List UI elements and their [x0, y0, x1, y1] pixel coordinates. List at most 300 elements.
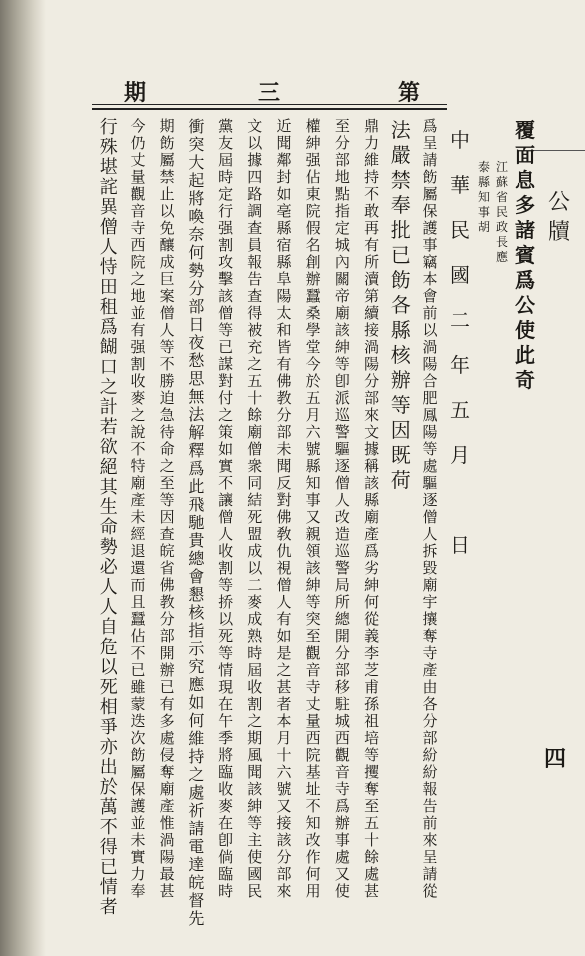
text-char: 皆: [276, 338, 292, 356]
text-char: 總: [334, 610, 350, 628]
text-char: 產: [422, 661, 438, 679]
text-char: 之: [276, 661, 292, 679]
text-char: 核: [390, 343, 411, 367]
text-char: 仇: [276, 542, 292, 560]
text-char: 麥: [130, 389, 146, 407]
text-char: 等: [218, 644, 234, 662]
text-char: 麥: [247, 593, 263, 611]
text-char: 爲: [188, 459, 205, 478]
text-char: 址: [305, 780, 321, 798]
binding-gutter-shadow: [0, 0, 46, 956]
text-char: 分: [276, 848, 292, 866]
text-char: 息: [515, 168, 535, 192]
text-char: 分: [188, 279, 205, 298]
text-char: 權: [305, 117, 321, 135]
text-char: 其: [99, 477, 118, 498]
text-char: 以: [99, 657, 118, 678]
text-char: 電: [188, 837, 205, 856]
text-char: 寺: [305, 678, 321, 696]
text-char: 院: [130, 253, 146, 271]
text-char: 不: [364, 185, 380, 203]
text-char: 同: [247, 474, 263, 492]
text-char: 示: [188, 639, 205, 658]
text-char: 經: [130, 525, 146, 543]
text-char: 定: [334, 219, 350, 237]
text-char: 丈: [305, 695, 321, 713]
text-char: 接: [364, 321, 380, 339]
text-char: 有: [159, 695, 175, 713]
text-char: 得: [99, 837, 118, 858]
text-char: 以: [247, 134, 263, 152]
text-char: 紳: [247, 797, 263, 815]
text-char: 日: [188, 315, 205, 334]
text-char: 城: [334, 236, 350, 254]
text-char: 十: [247, 389, 263, 407]
text-char: 江: [495, 160, 508, 174]
text-char: 辦: [305, 270, 321, 288]
text-char: 對: [218, 372, 234, 390]
text-char: 突: [305, 610, 321, 628]
text-char: 巡: [334, 542, 350, 560]
text-char: 胡: [477, 220, 490, 234]
text-char: 期: [159, 117, 175, 135]
text-char: 稱: [364, 457, 380, 475]
text-char: 此: [188, 477, 205, 496]
text-char: 瀆: [364, 270, 380, 288]
text-char: 音: [305, 661, 321, 679]
text-char: 喚: [188, 207, 205, 226]
text-char: 等: [364, 746, 380, 764]
text-char: 僧: [218, 304, 234, 322]
issue-label-qi: [124, 76, 146, 107]
text-char: 實: [218, 457, 234, 475]
text-char: 拆: [422, 542, 438, 560]
text-char: 駐: [334, 695, 350, 713]
text-char: 告: [422, 797, 438, 815]
text-char: 已: [218, 338, 234, 356]
text-char: 强: [130, 338, 146, 356]
text-char: 力: [364, 134, 380, 152]
text-char: 人: [422, 525, 438, 543]
text-char: 懇: [188, 585, 205, 604]
text-char: 命: [99, 517, 118, 538]
text-char: 在: [218, 695, 234, 713]
text-char: 聞: [276, 134, 292, 152]
text-char: 督: [188, 891, 205, 910]
text-char: 人: [276, 593, 292, 611]
text-char: 甚: [364, 882, 380, 900]
text-char: 作: [305, 848, 321, 866]
text-char: 量: [305, 712, 321, 730]
text-char: 之: [247, 355, 263, 373]
text-char: 呈: [422, 848, 438, 866]
text-char: 計: [99, 397, 118, 418]
text-char: 分: [334, 134, 350, 152]
text-char: 處: [422, 457, 438, 475]
text-char: 護: [422, 219, 438, 237]
text-char: 陽: [276, 287, 292, 305]
text-char: 愁: [188, 351, 205, 370]
text-char: 案: [159, 287, 175, 305]
text-char: 觀: [130, 185, 146, 203]
text-char: 割: [218, 559, 234, 577]
text-char: 警: [334, 423, 350, 441]
text-char: 等: [159, 491, 175, 509]
text-char: 讓: [218, 491, 234, 509]
text-char: 甚: [159, 882, 175, 900]
text-char: 文: [364, 423, 380, 441]
body-column: [243, 118, 267, 900]
text-char: 者: [99, 897, 118, 918]
text-char: 城: [334, 712, 350, 730]
text-char: 割: [218, 236, 234, 254]
text-char: 來: [276, 882, 292, 900]
text-char: 視: [276, 559, 292, 577]
text-char: 知: [477, 190, 490, 204]
text-char: 部: [276, 423, 292, 441]
text-char: 丈: [130, 151, 146, 169]
text-char: 廟: [247, 423, 263, 441]
text-char: 反: [276, 474, 292, 492]
header-rule-bold: [92, 108, 447, 110]
text-char: 事: [422, 236, 438, 254]
text-char: 學: [305, 321, 321, 339]
text-char: 渦: [422, 338, 438, 356]
text-char: 餘: [364, 848, 380, 866]
text-char: 續: [364, 304, 380, 322]
text-char: 屬: [159, 151, 175, 169]
text-char: 部: [334, 661, 350, 679]
text-char: 護: [130, 797, 146, 815]
text-char: 指: [334, 202, 350, 220]
text-char: 奪: [159, 763, 175, 781]
text-char: 移: [334, 678, 350, 696]
text-char: 臨: [218, 865, 234, 883]
text-char: 文: [247, 117, 263, 135]
text-char: 自: [99, 617, 118, 638]
text-char: 長: [495, 235, 508, 249]
text-char: 渦: [159, 831, 175, 849]
text-char: 迭: [130, 712, 146, 730]
text-char: 主: [247, 831, 263, 849]
text-char: 紳: [334, 338, 350, 356]
text-char: 者: [276, 695, 292, 713]
text-char: 餘: [247, 406, 263, 424]
text-char: 奪: [422, 627, 438, 645]
text-char: 逐: [334, 457, 350, 475]
text-char: 人: [99, 577, 118, 598]
text-char: 渦: [364, 338, 380, 356]
text-char: 攫: [364, 763, 380, 781]
text-char: 據: [364, 440, 380, 458]
text-char: 處: [364, 865, 380, 883]
text-char: 達: [188, 855, 205, 874]
text-char: 和: [276, 321, 292, 339]
text-char: 如: [188, 693, 205, 712]
text-char: 等: [218, 321, 234, 339]
text-char: 已: [99, 857, 118, 878]
text-char: 各: [422, 695, 438, 713]
text-char: 人: [159, 321, 175, 339]
text-char: 本: [276, 712, 292, 730]
text-char: 陽: [422, 355, 438, 373]
text-char: 突: [188, 135, 205, 154]
text-char: 事: [334, 831, 350, 849]
text-char: 又: [276, 797, 292, 815]
text-char: 時: [218, 882, 234, 900]
date-char: [447, 478, 473, 523]
text-char: 廟: [130, 474, 146, 492]
text-char: 奈: [188, 225, 205, 244]
text-char: 以: [159, 202, 175, 220]
text-char: 何: [364, 593, 380, 611]
date-char: 華: [450, 173, 470, 197]
text-char: 待: [159, 423, 175, 441]
text-char: 六: [276, 763, 292, 781]
text-char: 名: [305, 236, 321, 254]
text-char: 於: [99, 777, 118, 798]
text-char: 該: [305, 559, 321, 577]
text-char: 卽: [218, 831, 234, 849]
text-char: 佛: [276, 372, 292, 390]
text-char: 紛: [422, 746, 438, 764]
text-char: 風: [247, 746, 263, 764]
text-char: 以: [218, 610, 234, 628]
text-char: 衆: [247, 457, 263, 475]
text-char: 號: [305, 440, 321, 458]
date-char: 民: [450, 218, 470, 242]
text-char: 力: [130, 865, 146, 883]
text-char: 有: [276, 355, 292, 373]
text-char: 何: [188, 711, 205, 730]
body-column: [272, 118, 296, 900]
text-char: 改: [334, 508, 350, 526]
text-char: 辦: [334, 814, 350, 832]
text-char: 仍: [130, 134, 146, 152]
text-char: 至: [334, 117, 350, 135]
text-char: 麥: [218, 797, 234, 815]
text-char: 爭: [99, 717, 118, 738]
text-char: 飭: [130, 746, 146, 764]
text-char: 爲: [422, 117, 438, 135]
text-char: 已: [130, 661, 146, 679]
text-char: 請: [422, 865, 438, 883]
text-char: 蠶: [130, 610, 146, 628]
text-char: 宿: [276, 236, 292, 254]
text-char: 還: [130, 559, 146, 577]
text-char: 荷: [390, 468, 411, 492]
text-char: 紳: [305, 134, 321, 152]
text-char: 等: [422, 440, 438, 458]
text-char: 核: [188, 603, 205, 622]
text-char: 因: [159, 508, 175, 526]
text-char: 劣: [364, 559, 380, 577]
text-char: 調: [247, 202, 263, 220]
text-char: 不: [130, 440, 146, 458]
text-char: 改: [305, 831, 321, 849]
text-char: 將: [218, 746, 234, 764]
text-char: 應: [188, 675, 205, 694]
text-char: 何: [188, 243, 205, 262]
text-char: 思: [188, 369, 205, 388]
text-char: 肥: [422, 389, 438, 407]
text-char: 强: [218, 219, 234, 237]
text-char: 割: [247, 695, 263, 713]
text-char: 教: [159, 593, 175, 611]
text-char: 有: [276, 610, 292, 628]
text-char: 收: [130, 372, 146, 390]
issue-char: 三: [258, 80, 281, 106]
text-char: 僧: [218, 508, 234, 526]
text-char: 將: [188, 189, 205, 208]
text-char: 且: [130, 593, 146, 611]
text-char: 分: [334, 644, 350, 662]
text-char: 策: [218, 423, 234, 441]
text-char: 部: [422, 729, 438, 747]
text-char: 部: [159, 627, 175, 645]
text-char: 究: [188, 657, 205, 676]
text-char: 最: [159, 865, 175, 883]
text-char: 諸: [515, 218, 535, 242]
text-char: 絕: [99, 457, 118, 478]
text-char: 退: [130, 542, 146, 560]
text-char: 實: [130, 848, 146, 866]
text-char: 警: [334, 559, 350, 577]
text-char: 禁: [159, 168, 175, 186]
text-char: 租: [99, 297, 118, 318]
text-char: 假: [305, 219, 321, 237]
text-char: 縣: [276, 219, 292, 237]
text-char: 飛: [188, 495, 205, 514]
text-char: 强: [305, 151, 321, 169]
text-char: 屆: [218, 151, 234, 169]
text-char: 挢: [218, 593, 234, 611]
sender-column-1: [494, 160, 510, 265]
text-char: 未: [276, 440, 292, 458]
text-char: 本: [422, 270, 438, 288]
page-number: 四: [544, 746, 567, 772]
text-char: 蠶: [305, 287, 321, 305]
text-char: 至: [305, 627, 321, 645]
text-char: 必: [99, 557, 118, 578]
text-char: 該: [334, 321, 350, 339]
body-column: [301, 118, 325, 900]
text-char: 收: [218, 542, 234, 560]
text-char: 已: [159, 678, 175, 696]
text-char: 勢: [99, 537, 118, 558]
text-char: 佛: [159, 576, 175, 594]
date-line-column: [447, 118, 473, 568]
text-char: 分: [276, 406, 292, 424]
text-char: 佛: [276, 508, 292, 526]
text-char: 僧: [159, 304, 175, 322]
text-char: 縣: [305, 457, 321, 475]
text-char: 恃: [99, 257, 118, 278]
text-char: 部: [276, 865, 292, 883]
text-char: 以: [422, 321, 438, 339]
text-char: 基: [305, 763, 321, 781]
text-char: 合: [422, 372, 438, 390]
text-char: 不: [305, 797, 321, 815]
text-char: 紳: [364, 576, 380, 594]
text-char: 禁: [390, 168, 411, 192]
text-char: 僧: [247, 440, 263, 458]
text-char: 該: [247, 780, 263, 798]
date-char: 國: [450, 263, 470, 287]
running-title-char: 公: [548, 190, 571, 215]
doc-title-column: [512, 118, 538, 393]
text-char: 寺: [422, 644, 438, 662]
text-char: 而: [130, 576, 146, 594]
text-char: 省: [495, 190, 508, 204]
body-column: [418, 118, 442, 900]
text-char: 勢: [188, 261, 205, 280]
text-char: 雖: [130, 678, 146, 696]
text-char: 詫: [99, 177, 118, 198]
text-char: 保: [422, 202, 438, 220]
text-char: 釋: [188, 441, 205, 460]
text-char: 法: [188, 405, 205, 424]
text-char: 何: [305, 865, 321, 883]
text-char: 對: [276, 491, 292, 509]
text-char: 盟: [247, 525, 263, 543]
text-char: 處: [334, 848, 350, 866]
text-char: 今: [130, 117, 146, 135]
text-char: 月: [276, 729, 292, 747]
text-char: 屆: [247, 661, 263, 679]
text-char: 夜: [188, 333, 205, 352]
text-char: 該: [218, 287, 234, 305]
text-char: 分: [364, 372, 380, 390]
text-char: 是: [276, 644, 292, 662]
text-char: 維: [364, 151, 380, 169]
text-char: 鼎: [364, 117, 380, 135]
text-char: 等: [334, 355, 350, 373]
text-char: 該: [276, 831, 292, 849]
text-char: 多: [515, 193, 535, 217]
text-char: 又: [334, 865, 350, 883]
text-char: 屬: [130, 763, 146, 781]
text-char: 知: [305, 814, 321, 832]
text-char: 由: [422, 678, 438, 696]
text-char: 飭: [159, 134, 175, 152]
text-char: 五: [247, 372, 263, 390]
text-char: 成: [247, 542, 263, 560]
text-char: 爲: [334, 797, 350, 815]
text-char: 義: [364, 627, 380, 645]
text-char: 部: [188, 297, 205, 316]
text-char: 人: [99, 237, 118, 258]
text-char: 民: [247, 882, 263, 900]
text-char: 產: [130, 491, 146, 509]
text-char: 人: [218, 525, 234, 543]
text-char: 侵: [159, 746, 175, 764]
body-column: [330, 118, 354, 900]
text-char: 僧: [99, 217, 118, 238]
issue-label-number: [258, 76, 280, 107]
text-char: 巨: [159, 270, 175, 288]
text-char: 法: [390, 118, 411, 142]
text-char: 起: [188, 171, 205, 190]
text-char: 維: [188, 729, 205, 748]
text-char: 寺: [130, 219, 146, 237]
text-char: 陽: [422, 423, 438, 441]
text-char: 情: [99, 877, 118, 898]
text-char: 教: [276, 389, 292, 407]
text-char: 時: [218, 168, 234, 186]
text-char: 在: [218, 814, 234, 832]
text-char: 口: [99, 357, 118, 378]
